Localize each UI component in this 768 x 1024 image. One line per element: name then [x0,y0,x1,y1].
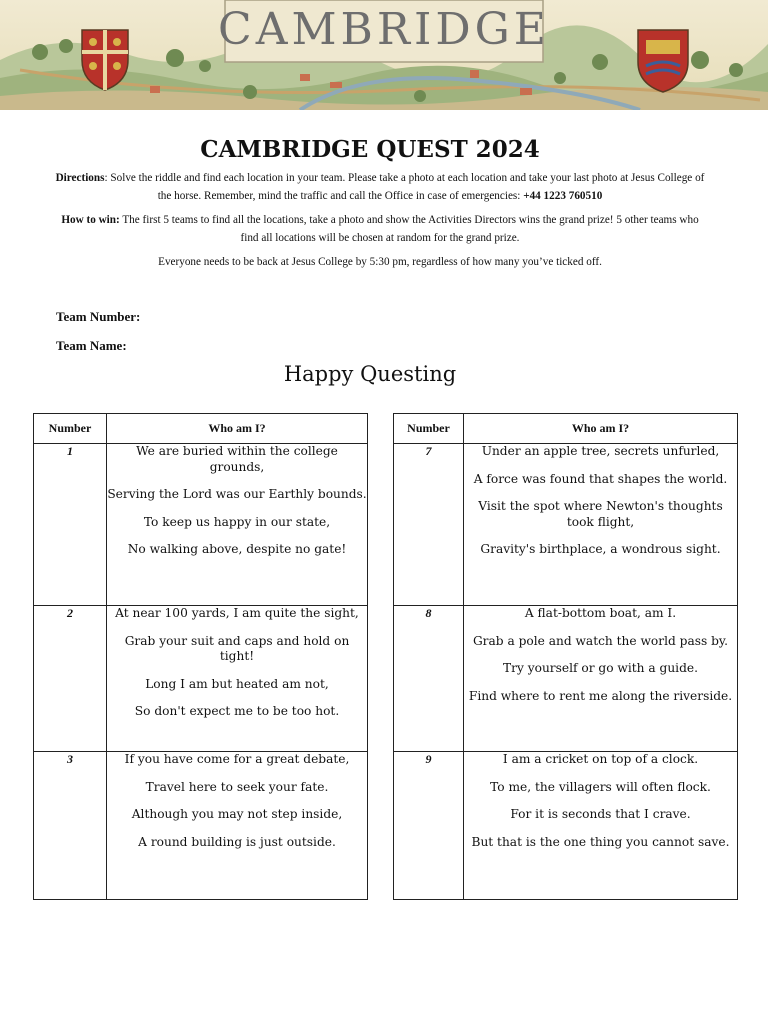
number-header: Number [34,414,107,444]
table-row [394,752,738,900]
riddle-line: I am a cricket on top of a clock. [502,752,699,766]
directions-text: : Solve the riddle and find each location in your team. Please take a photo at each location and take your last photo at Jesus College of the horse. Remember, mind the traffic and call the Office in case of emergencies: [104,172,705,202]
riddle-line: A force was found that shapes the world. [473,471,728,486]
riddle-line: Grab your suit and caps and hold on tight! [124,633,350,663]
riddle-line: Visit the spot where Newton's thoughts took flight, [478,499,723,529]
riddle-number: 3 [34,752,107,900]
riddle-number: 7 [394,444,464,606]
number-header: Number [394,414,464,444]
table-row [394,444,738,606]
riddle-line: Try yourself or go with a guide. [503,661,698,675]
riddle-number: 9 [394,752,464,900]
directions-label: Directions [55,172,105,184]
riddle-line: To keep us happy in our state, [143,514,331,529]
riddle-line: A round building is just outside. [138,834,336,849]
page-title: CAMBRIDGE QUEST 2024 [200,136,540,163]
riddle-cell [107,606,368,752]
cambridge-banner [0,0,768,110]
riddle-line: Although you may not step inside, [131,807,343,821]
office-phone: +44 1223 760510 [523,189,603,202]
how-to-win-text: The first 5 teams to find all the locations, take a photo and show the Activities Directors wins the grand prize! 5 other teams who find all locations will be chosen at random for the grand prize. [119,214,699,244]
table-header-row [34,414,368,444]
team-name-label: Team Name: [56,338,127,353]
team-number-label: Team Number: [56,309,141,324]
riddle-line: So don't expect me to be too hot. [134,704,340,718]
riddle-line: Gravity's birthplace, a wondrous sight. [480,542,721,556]
riddle-cell [107,752,368,900]
riddle-line: Find where to rent me along the riverside. [468,688,733,703]
riddle-number: 8 [394,606,464,752]
riddle-line: Long I am but heated am not, [145,676,329,691]
riddle-line: If you have come for a great debate, [124,752,350,766]
riddle-line: Grab a pole and watch the world pass by. [472,633,729,648]
table-row [394,606,738,752]
back-notice: Everyone needs to be back at Jesus College by 5:30 pm, regardless of how many you’ve ticked off. [158,256,602,268]
riddle-table-left [33,413,368,900]
riddle-cell [464,606,738,752]
riddle-number: 2 [34,606,107,752]
who-header: Who am I? [464,414,738,444]
riddle-line: At near 100 yards, I am quite the sight, [115,606,359,620]
riddle-cell [464,444,738,606]
directions-paragraph [55,170,705,205]
who-header: Who am I? [107,414,368,444]
happy-questing-heading: Happy Questing [283,362,457,386]
riddle-line: To me, the villagers will often flock. [490,779,711,794]
riddle-line: Under an apple tree, secrets unfurled, [481,444,720,458]
riddle-line: Travel here to seek your fate. [145,779,329,794]
riddle-table-right [393,413,738,900]
riddle-line: We are buried within the college grounds, [136,444,338,474]
table-row [34,752,368,900]
how-to-win-paragraph [55,212,705,247]
riddle-line: But that is the one thing you cannot save. [471,834,730,849]
table-row [34,444,368,606]
banner-title: CAMBRIDGE [218,4,550,55]
table-header-row [394,414,738,444]
table-row [34,606,368,752]
riddle-line: A flat-bottom boat, am I. [524,606,677,620]
riddle-cell [107,444,368,606]
riddle-line: No walking above, despite no gate! [127,542,347,556]
riddle-cell [464,752,738,900]
riddle-line: For it is seconds that I crave. [510,807,691,821]
riddle-line: Serving the Lord was our Earthly bounds. [107,487,367,501]
how-to-win-label: How to win: [61,214,120,226]
riddle-number: 1 [34,444,107,606]
